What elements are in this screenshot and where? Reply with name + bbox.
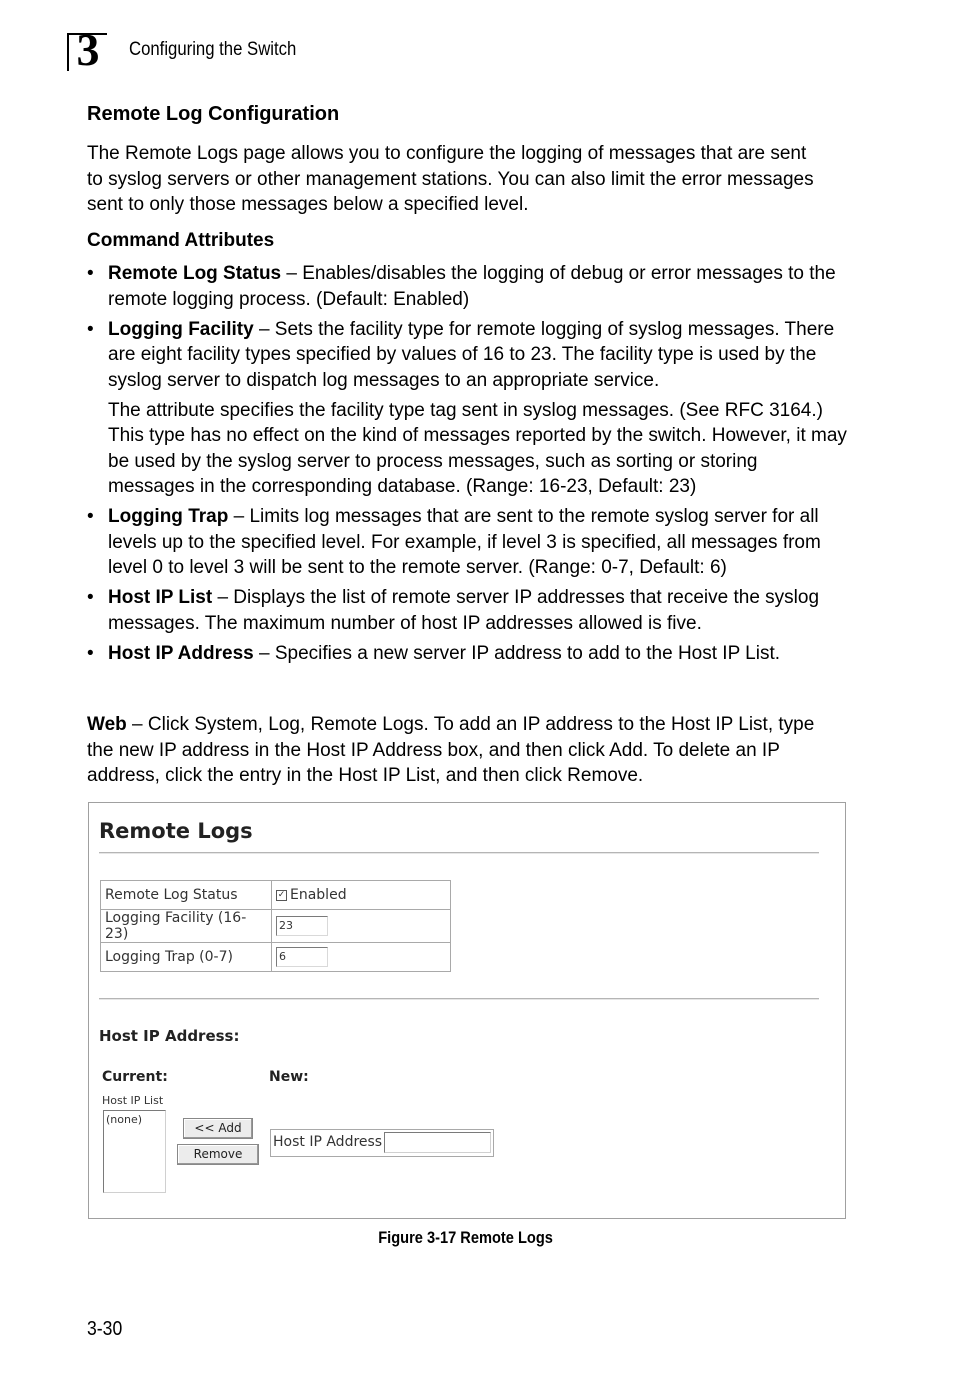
logging-trap-input[interactable]: 6 (276, 947, 328, 967)
remote-logs-figure (88, 802, 846, 1219)
divider (99, 852, 819, 854)
remote-log-settings-table (100, 880, 451, 972)
figure-caption-text: Figure 3-17 Remote Logs (378, 1228, 554, 1247)
table-row (101, 881, 451, 910)
logging-trap-label: Logging Trap (0-7) (101, 943, 272, 972)
remote-log-status-value: Enabled (290, 887, 347, 903)
web-term: Web (87, 714, 127, 735)
attribute-item (87, 261, 847, 312)
figure-page-title: Remote Logs (99, 819, 253, 843)
attribute-term: Host IP List (108, 587, 213, 608)
table-row (101, 943, 451, 972)
list-item[interactable]: (none) (106, 1113, 143, 1126)
add-button[interactable]: << Add (183, 1118, 253, 1139)
bullet-icon: • (87, 318, 94, 340)
section-title: Remote Log Configuration (87, 103, 340, 125)
chapter-number: 3 (76, 24, 100, 75)
attribute-term: Logging Trap (108, 506, 229, 527)
new-label: New: (269, 1069, 309, 1085)
attribute-list (87, 261, 847, 671)
host-ip-listbox[interactable] (103, 1110, 166, 1193)
current-label: Current: (102, 1069, 168, 1085)
intro-paragraph: The Remote Logs page allows you to configure the logging of messages that are sent to syslog servers or other management stations. You can also limit the error messages sent to only those messages below a specified level. (87, 143, 814, 215)
host-ip-address-label: Host IP Address (273, 1134, 383, 1150)
attribute-desc: – Limits log messages that are sent to the remote syslog server for all levels up to the specified level. For example, if level 3 is specified, all messages from level 0 to level 3 will be sent to the remote server. (Range: 0-7, Default: 6) (108, 506, 821, 578)
web-text: – Click System, Log, Remote Logs. To add an IP address to the Host IP List, type the new IP address in the Host IP Address box, and then click Add. To delete an IP address, click the entry in the Host IP List, and then click Remove. (87, 714, 815, 786)
host-ip-address-group (270, 1129, 494, 1157)
attribute-item (87, 317, 847, 500)
attribute-desc: – Specifies a new server IP address to add to the Host IP List. (253, 642, 781, 664)
attribute-continuation: The attribute specifies the facility type tag sent in syslog messages. (See RFC 3164.) This type has no effect on the kind of messages reported by the switch. However, it may be used by the syslog server to process messages, such as sorting or storing messages in the corresponding database. (Range: 16-23, Default: 23) (108, 399, 847, 497)
bullet-icon: • (87, 642, 94, 664)
logging-trap-cell (272, 943, 451, 972)
remove-button[interactable]: Remove (177, 1144, 259, 1165)
attribute-desc: – Displays the list of remote server IP addresses that receive the syslog messages. The maximum number of host IP addresses allowed is five. (108, 587, 820, 634)
attribute-term: Logging Facility (108, 318, 254, 340)
remote-log-status-cell (272, 881, 451, 910)
bullet-icon: • (87, 506, 94, 527)
host-ip-list-label: Host IP List (102, 1094, 164, 1107)
bullet-icon: • (87, 263, 94, 284)
table-row (101, 910, 451, 943)
web-instructions (87, 712, 837, 789)
attribute-term: Host IP Address (108, 642, 254, 664)
attribute-desc: – Sets the facility type for remote logging of syslog messages. There are eight facility types specified by values of 16 to 23. The facility type is used by the syslog server to dispatch log messages to an appropriate service. (108, 318, 835, 391)
logging-facility-label: Logging Facility (16-23) (101, 910, 272, 943)
logging-facility-cell (272, 910, 451, 943)
attribute-item (87, 641, 847, 667)
attribute-term: Remote Log Status (108, 263, 282, 284)
remote-log-status-label: Remote Log Status (101, 881, 272, 910)
figure-caption (0, 1228, 932, 1248)
command-attributes-title: Command Attributes (87, 230, 275, 251)
page-number: 3-30 (87, 1318, 123, 1340)
logging-facility-input[interactable]: 23 (276, 916, 328, 936)
attribute-item (87, 585, 847, 636)
bullet-icon: • (87, 587, 94, 608)
running-head: Configuring the Switch (129, 39, 297, 60)
remote-log-status-checkbox[interactable]: ✓ (277, 889, 286, 900)
host-ip-address-input[interactable] (384, 1132, 491, 1153)
host-ip-address-title: Host IP Address: (99, 1027, 240, 1045)
divider (99, 998, 819, 1000)
attribute-desc: – Enables/disables the logging of debug or error messages to the remote logging process. (Default: Enabled) (108, 263, 836, 310)
attribute-item (87, 504, 847, 581)
